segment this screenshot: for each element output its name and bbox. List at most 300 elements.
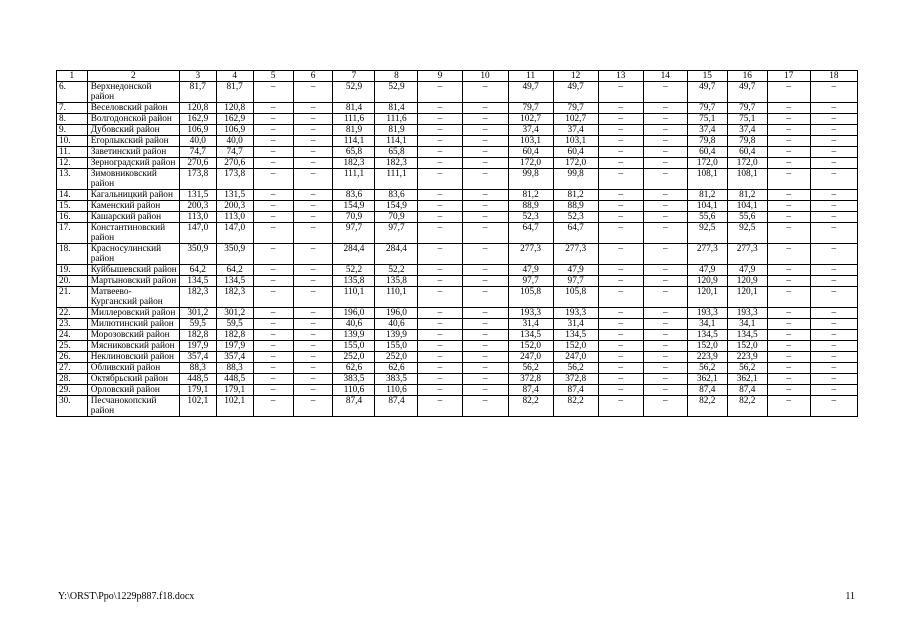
value-cell: –: [643, 125, 687, 136]
value-cell: –: [418, 103, 462, 114]
value-cell: 102,7: [553, 114, 598, 125]
value-cell: –: [462, 125, 508, 136]
footer-page-number: 11: [845, 591, 855, 602]
row-number-cell: 29.: [57, 385, 88, 396]
value-cell: 108,1: [727, 169, 767, 190]
value-cell: 114,1: [333, 136, 375, 147]
row-number-cell: 27.: [57, 363, 88, 374]
value-cell: 152,0: [687, 341, 727, 352]
table-row: [57, 103, 858, 114]
value-cell: –: [293, 352, 333, 363]
value-cell: –: [767, 82, 810, 103]
value-cell: –: [810, 136, 857, 147]
value-cell: –: [418, 169, 462, 190]
row-number-cell: 11.: [57, 147, 88, 158]
value-cell: 40,0: [216, 136, 253, 147]
value-cell: 79,7: [553, 103, 598, 114]
value-cell: 247,0: [553, 352, 598, 363]
column-number-cell: 2: [87, 71, 179, 82]
table-row: [57, 374, 858, 385]
row-number-cell: 7.: [57, 103, 88, 114]
value-cell: –: [253, 158, 293, 169]
value-cell: 40,6: [375, 319, 418, 330]
value-cell: 88,3: [179, 363, 216, 374]
value-cell: 135,8: [333, 276, 375, 287]
value-cell: –: [293, 265, 333, 276]
value-cell: 56,2: [553, 363, 598, 374]
column-number-cell: 4: [216, 71, 253, 82]
value-cell: 110,1: [333, 287, 375, 308]
value-cell: 52,2: [333, 265, 375, 276]
value-cell: –: [418, 385, 462, 396]
value-cell: –: [293, 169, 333, 190]
value-cell: –: [810, 103, 857, 114]
value-cell: –: [418, 158, 462, 169]
value-cell: –: [810, 352, 857, 363]
value-cell: –: [598, 319, 643, 330]
value-cell: 87,4: [333, 396, 375, 417]
table-row: [57, 201, 858, 212]
value-cell: –: [293, 396, 333, 417]
value-cell: 79,7: [727, 103, 767, 114]
column-number-cell: 12: [553, 71, 598, 82]
value-cell: –: [643, 287, 687, 308]
row-number-cell: 15.: [57, 201, 88, 212]
value-cell: –: [810, 147, 857, 158]
district-name-cell: Кагальницкий район: [87, 190, 179, 201]
value-cell: 135,8: [375, 276, 418, 287]
value-cell: –: [418, 244, 462, 265]
value-cell: 37,4: [553, 125, 598, 136]
value-cell: 193,3: [508, 308, 553, 319]
value-cell: 102,1: [216, 396, 253, 417]
table-row: [57, 341, 858, 352]
district-name-cell: Заветинский район: [87, 147, 179, 158]
value-cell: 64,2: [216, 265, 253, 276]
value-cell: –: [293, 158, 333, 169]
value-cell: –: [462, 190, 508, 201]
column-number-cell: 18: [810, 71, 857, 82]
district-name-cell: Веселовский район: [87, 103, 179, 114]
value-cell: 49,7: [687, 82, 727, 103]
value-cell: –: [598, 147, 643, 158]
value-cell: 75,1: [687, 114, 727, 125]
value-cell: –: [253, 319, 293, 330]
value-cell: –: [293, 244, 333, 265]
value-cell: –: [418, 341, 462, 352]
value-cell: –: [810, 158, 857, 169]
column-number-cell: 6: [293, 71, 333, 82]
value-cell: –: [643, 363, 687, 374]
value-cell: –: [767, 374, 810, 385]
table-row: [57, 319, 858, 330]
value-cell: –: [767, 114, 810, 125]
value-cell: 99,8: [553, 169, 598, 190]
district-name-cell: Каменский район: [87, 201, 179, 212]
value-cell: –: [418, 363, 462, 374]
value-cell: –: [643, 201, 687, 212]
value-cell: –: [253, 265, 293, 276]
value-cell: 47,9: [508, 265, 553, 276]
value-cell: –: [810, 374, 857, 385]
value-cell: 82,2: [508, 396, 553, 417]
value-cell: 448,5: [179, 374, 216, 385]
value-cell: 197,9: [179, 341, 216, 352]
value-cell: 372,8: [553, 374, 598, 385]
value-cell: –: [643, 158, 687, 169]
value-cell: –: [810, 308, 857, 319]
value-cell: 154,9: [375, 201, 418, 212]
value-cell: –: [810, 201, 857, 212]
value-cell: 87,4: [687, 385, 727, 396]
table-row: [57, 244, 858, 265]
district-name-cell: Матвеево-Курганский район: [87, 287, 179, 308]
value-cell: –: [418, 287, 462, 308]
value-cell: 81,4: [375, 103, 418, 114]
value-cell: 301,2: [179, 308, 216, 319]
district-name-cell: Куйбышевский район: [87, 265, 179, 276]
value-cell: –: [462, 114, 508, 125]
value-cell: 172,0: [553, 158, 598, 169]
value-cell: 82,2: [553, 396, 598, 417]
value-cell: –: [253, 385, 293, 396]
value-cell: 52,3: [553, 212, 598, 223]
value-cell: 47,9: [553, 265, 598, 276]
row-number-cell: 8.: [57, 114, 88, 125]
value-cell: 64,2: [179, 265, 216, 276]
value-cell: –: [253, 223, 293, 244]
value-cell: –: [293, 374, 333, 385]
value-cell: 31,4: [508, 319, 553, 330]
value-cell: 83,6: [375, 190, 418, 201]
value-cell: 34,1: [687, 319, 727, 330]
row-number-cell: 21.: [57, 287, 88, 308]
value-cell: –: [810, 276, 857, 287]
value-cell: 79,7: [687, 103, 727, 114]
value-cell: –: [767, 330, 810, 341]
value-cell: 147,0: [179, 223, 216, 244]
value-cell: 103,1: [508, 136, 553, 147]
table-header-row: [57, 71, 858, 82]
value-cell: –: [253, 308, 293, 319]
value-cell: –: [643, 147, 687, 158]
value-cell: –: [418, 265, 462, 276]
value-cell: –: [462, 201, 508, 212]
row-number-cell: 13.: [57, 169, 88, 190]
value-cell: –: [767, 319, 810, 330]
value-cell: 97,7: [508, 276, 553, 287]
value-cell: 134,5: [508, 330, 553, 341]
value-cell: –: [462, 244, 508, 265]
value-cell: 102,1: [179, 396, 216, 417]
value-cell: –: [293, 287, 333, 308]
value-cell: 350,9: [179, 244, 216, 265]
value-cell: 152,0: [553, 341, 598, 352]
table-row: [57, 169, 858, 190]
value-cell: 105,8: [508, 287, 553, 308]
value-cell: 97,7: [553, 276, 598, 287]
value-cell: –: [462, 308, 508, 319]
row-number-cell: 25.: [57, 341, 88, 352]
value-cell: 81,9: [333, 125, 375, 136]
value-cell: –: [810, 244, 857, 265]
row-number-cell: 18.: [57, 244, 88, 265]
value-cell: 357,4: [216, 352, 253, 363]
value-cell: –: [810, 341, 857, 352]
value-cell: 104,1: [727, 201, 767, 212]
value-cell: –: [462, 352, 508, 363]
table-row: [57, 190, 858, 201]
value-cell: 113,0: [179, 212, 216, 223]
value-cell: –: [767, 169, 810, 190]
value-cell: –: [643, 330, 687, 341]
value-cell: 362,1: [687, 374, 727, 385]
value-cell: 120,1: [727, 287, 767, 308]
value-cell: 114,1: [375, 136, 418, 147]
value-cell: 52,2: [375, 265, 418, 276]
value-cell: 88,9: [553, 201, 598, 212]
value-cell: 223,9: [727, 352, 767, 363]
value-cell: 162,9: [216, 114, 253, 125]
value-cell: –: [462, 330, 508, 341]
value-cell: –: [253, 396, 293, 417]
value-cell: –: [598, 82, 643, 103]
value-cell: –: [810, 223, 857, 244]
value-cell: –: [253, 201, 293, 212]
district-name-cell: Зерноградский район: [87, 158, 179, 169]
value-cell: 56,2: [508, 363, 553, 374]
value-cell: –: [598, 212, 643, 223]
value-cell: –: [598, 223, 643, 244]
value-cell: 357,4: [179, 352, 216, 363]
value-cell: 139,9: [375, 330, 418, 341]
value-cell: 79,8: [687, 136, 727, 147]
table-row: [57, 385, 858, 396]
value-cell: 55,6: [687, 212, 727, 223]
value-cell: 40,0: [179, 136, 216, 147]
value-cell: 70,9: [333, 212, 375, 223]
value-cell: 110,6: [333, 385, 375, 396]
column-number-cell: 17: [767, 71, 810, 82]
value-cell: 87,4: [727, 385, 767, 396]
value-cell: –: [253, 330, 293, 341]
row-number-cell: 12.: [57, 158, 88, 169]
value-cell: 362,1: [727, 374, 767, 385]
value-cell: 193,3: [553, 308, 598, 319]
value-cell: 182,3: [333, 158, 375, 169]
table-row: [57, 223, 858, 244]
column-number-cell: 9: [418, 71, 462, 82]
value-cell: 59,5: [216, 319, 253, 330]
column-number-cell: 13: [598, 71, 643, 82]
column-number-cell: 16: [727, 71, 767, 82]
value-cell: –: [462, 363, 508, 374]
district-name-cell: Волгодонской район: [87, 114, 179, 125]
value-cell: 131,5: [179, 190, 216, 201]
value-cell: –: [293, 363, 333, 374]
value-cell: 99,8: [508, 169, 553, 190]
value-cell: –: [767, 363, 810, 374]
value-cell: –: [293, 385, 333, 396]
value-cell: 152,0: [508, 341, 553, 352]
value-cell: 83,6: [333, 190, 375, 201]
table-row: [57, 82, 858, 103]
row-number-cell: 24.: [57, 330, 88, 341]
value-cell: –: [598, 330, 643, 341]
district-name-cell: Морозовский район: [87, 330, 179, 341]
row-number-cell: 16.: [57, 212, 88, 223]
value-cell: 113,0: [216, 212, 253, 223]
district-name-cell: Константиновский район: [87, 223, 179, 244]
value-cell: 37,4: [508, 125, 553, 136]
value-cell: 182,8: [216, 330, 253, 341]
column-number-cell: 10: [462, 71, 508, 82]
column-number-cell: 5: [253, 71, 293, 82]
value-cell: –: [418, 147, 462, 158]
row-number-cell: 22.: [57, 308, 88, 319]
value-cell: –: [293, 223, 333, 244]
value-cell: 60,4: [687, 147, 727, 158]
value-cell: –: [767, 201, 810, 212]
value-cell: –: [643, 276, 687, 287]
value-cell: 81,4: [333, 103, 375, 114]
value-cell: –: [418, 276, 462, 287]
value-cell: 88,9: [508, 201, 553, 212]
value-cell: 154,9: [333, 201, 375, 212]
value-cell: –: [462, 319, 508, 330]
table-row: [57, 125, 858, 136]
value-cell: –: [767, 341, 810, 352]
value-cell: –: [418, 201, 462, 212]
value-cell: –: [253, 276, 293, 287]
row-number-cell: 9.: [57, 125, 88, 136]
value-cell: –: [253, 341, 293, 352]
value-cell: –: [462, 265, 508, 276]
value-cell: –: [253, 114, 293, 125]
value-cell: –: [810, 114, 857, 125]
value-cell: 106,9: [216, 125, 253, 136]
value-cell: –: [418, 212, 462, 223]
value-cell: –: [253, 125, 293, 136]
value-cell: –: [293, 114, 333, 125]
value-cell: –: [293, 147, 333, 158]
value-cell: 120,1: [687, 287, 727, 308]
value-cell: –: [462, 385, 508, 396]
value-cell: 277,3: [687, 244, 727, 265]
value-cell: –: [810, 330, 857, 341]
value-cell: –: [418, 114, 462, 125]
value-cell: –: [643, 136, 687, 147]
value-cell: 134,5: [179, 276, 216, 287]
value-cell: –: [598, 385, 643, 396]
value-cell: –: [462, 374, 508, 385]
column-number-cell: 11: [508, 71, 553, 82]
value-cell: 120,8: [216, 103, 253, 114]
value-cell: –: [598, 125, 643, 136]
value-cell: –: [643, 308, 687, 319]
value-cell: –: [810, 396, 857, 417]
value-cell: 448,5: [216, 374, 253, 385]
value-cell: 65,8: [333, 147, 375, 158]
value-cell: 62,6: [375, 363, 418, 374]
value-cell: 110,1: [375, 287, 418, 308]
value-cell: 173,8: [179, 169, 216, 190]
value-cell: –: [418, 136, 462, 147]
value-cell: –: [767, 212, 810, 223]
value-cell: 87,4: [375, 396, 418, 417]
value-cell: 301,2: [216, 308, 253, 319]
value-cell: –: [598, 244, 643, 265]
value-cell: –: [810, 125, 857, 136]
row-number-cell: 30.: [57, 396, 88, 417]
value-cell: 247,0: [508, 352, 553, 363]
value-cell: 111,6: [333, 114, 375, 125]
value-cell: –: [598, 169, 643, 190]
value-cell: –: [767, 147, 810, 158]
value-cell: –: [643, 341, 687, 352]
value-cell: –: [293, 330, 333, 341]
value-cell: 120,9: [727, 276, 767, 287]
value-cell: –: [598, 114, 643, 125]
value-cell: –: [643, 319, 687, 330]
value-cell: 81,9: [375, 125, 418, 136]
value-cell: –: [643, 396, 687, 417]
value-cell: –: [643, 103, 687, 114]
value-cell: –: [767, 385, 810, 396]
value-cell: 65,8: [375, 147, 418, 158]
value-cell: 81,2: [508, 190, 553, 201]
value-cell: 147,0: [216, 223, 253, 244]
value-cell: –: [418, 396, 462, 417]
value-cell: –: [418, 125, 462, 136]
value-cell: 270,6: [216, 158, 253, 169]
value-cell: –: [293, 125, 333, 136]
district-name-cell: Милютинский район: [87, 319, 179, 330]
value-cell: –: [293, 319, 333, 330]
value-cell: 31,4: [553, 319, 598, 330]
value-cell: 182,3: [375, 158, 418, 169]
value-cell: –: [767, 223, 810, 244]
district-name-cell: Октябрьский район: [87, 374, 179, 385]
table-row: [57, 114, 858, 125]
value-cell: 120,8: [179, 103, 216, 114]
value-cell: 104,1: [687, 201, 727, 212]
table-row: [57, 330, 858, 341]
value-cell: 103,1: [553, 136, 598, 147]
value-cell: –: [643, 190, 687, 201]
value-cell: 82,2: [687, 396, 727, 417]
value-cell: –: [253, 244, 293, 265]
value-cell: 74,7: [179, 147, 216, 158]
value-cell: 152,0: [727, 341, 767, 352]
value-cell: –: [810, 265, 857, 276]
value-cell: 79,7: [508, 103, 553, 114]
value-cell: –: [767, 244, 810, 265]
value-cell: 52,9: [375, 82, 418, 103]
value-cell: 81,2: [727, 190, 767, 201]
value-cell: –: [598, 396, 643, 417]
value-cell: 49,7: [508, 82, 553, 103]
value-cell: 182,3: [216, 287, 253, 308]
value-cell: 172,0: [508, 158, 553, 169]
value-cell: 193,3: [727, 308, 767, 319]
value-cell: 81,2: [553, 190, 598, 201]
value-cell: –: [418, 352, 462, 363]
value-cell: –: [293, 212, 333, 223]
value-cell: 81,2: [687, 190, 727, 201]
value-cell: –: [418, 223, 462, 244]
value-cell: –: [462, 136, 508, 147]
